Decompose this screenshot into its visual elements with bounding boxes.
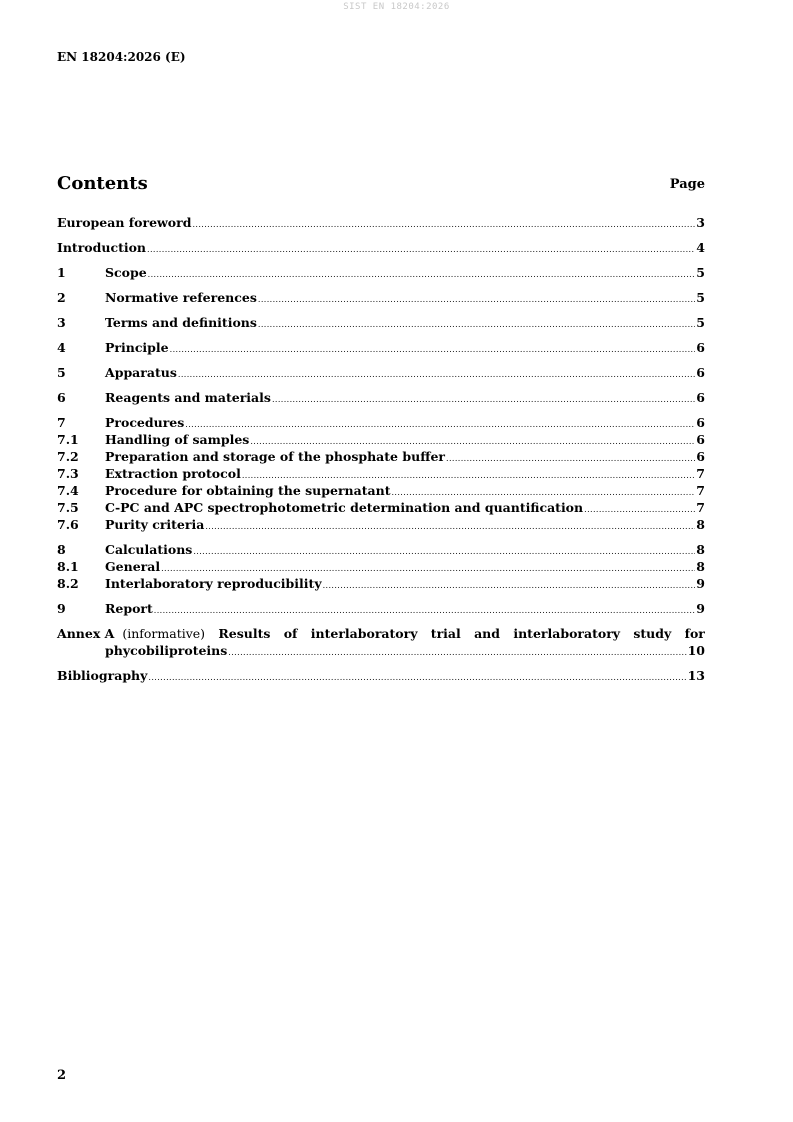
toc-entry-title: Purity criteria [105, 517, 205, 532]
toc-entry-spectrophotometric-determination[interactable] [57, 500, 705, 517]
annex-label: Annex A [57, 626, 115, 641]
toc-entry-title: Procedures [105, 415, 185, 430]
toc-leader [178, 370, 695, 379]
toc-entry-phosphate-buffer[interactable] [57, 449, 705, 466]
toc-entry-page: 6 [696, 449, 705, 464]
toc-entry-page: 6 [696, 432, 705, 447]
toc-entry-title: Interlaboratory reproducibility [105, 576, 322, 591]
toc-leader [192, 220, 695, 229]
annex-word: study [633, 626, 672, 641]
toc-entry-calculations[interactable] [57, 542, 705, 559]
toc-entry-number: 7.2 [57, 449, 79, 464]
toc-entry-scope[interactable] [57, 265, 705, 282]
toc-entry-apparatus[interactable] [57, 365, 705, 382]
toc-entry-title: Report [105, 601, 153, 616]
annex-title-cont: phycobiliproteins [105, 643, 228, 658]
toc-entry-number: 6 [57, 390, 66, 405]
toc-entry-page: 7 [696, 483, 705, 498]
toc-entry-page: 4 [696, 240, 705, 255]
toc-entry-annex-a[interactable] [57, 626, 705, 660]
toc-leader [193, 547, 695, 556]
toc-entry-page: 8 [696, 542, 705, 557]
toc-entry-number: 4 [57, 340, 66, 355]
toc-entry-page: 3 [696, 215, 705, 230]
toc-entry-page: 9 [696, 576, 705, 591]
annex-word: trial [430, 626, 461, 641]
toc-entry-title: Bibliography [57, 668, 148, 683]
toc-entry-number: 7.6 [57, 517, 79, 532]
toc-entry-handling-of-samples[interactable] [57, 432, 705, 449]
toc-entry-number: 8 [57, 542, 66, 557]
annex-word: of [283, 626, 298, 641]
page-column-heading: Page [669, 177, 705, 192]
toc-entry-supernatant[interactable] [57, 483, 705, 500]
toc-entry-title: Principle [105, 340, 169, 355]
toc-entry-number: 3 [57, 315, 66, 330]
toc-entry-number: 9 [57, 601, 66, 616]
annex-word: Results [218, 626, 271, 641]
toc-entry-title: Apparatus [105, 365, 177, 380]
toc-leader [154, 606, 696, 615]
toc-entry-page: 8 [696, 517, 705, 532]
toc-entry-page: 5 [696, 290, 705, 305]
toc-leader [258, 295, 695, 304]
toc-leader [228, 648, 686, 657]
toc-entry-title: Normative references [105, 290, 257, 305]
toc-entry-title: Handling of samples [105, 432, 250, 447]
toc-leader [242, 471, 695, 480]
toc-leader [147, 245, 695, 254]
document-id: EN 18204:2026 (E) [57, 50, 186, 64]
toc-leader [584, 505, 695, 514]
toc-entry-title: Calculations [105, 542, 193, 557]
toc-entry-introduction[interactable] [57, 240, 705, 257]
toc-entry-reagents-and-materials[interactable] [57, 390, 705, 407]
toc-entry-report[interactable] [57, 601, 705, 618]
annex-title-continuation [57, 643, 705, 660]
toc-entry-bibliography[interactable] [57, 668, 705, 685]
toc-leader [148, 673, 686, 682]
toc-entry-terms-and-definitions[interactable] [57, 315, 705, 332]
annex-word: interlaboratory [310, 626, 418, 641]
toc-leader [446, 454, 695, 463]
toc-entry-extraction-protocol[interactable] [57, 466, 705, 483]
toc-entry-title: Preparation and storage of the phosphate buffer [105, 449, 445, 464]
toc-entry-title: Extraction protocol [105, 466, 241, 481]
toc-entry-principle[interactable] [57, 340, 705, 357]
toc-entry-title: General [105, 559, 161, 574]
toc-entry-title: Procedure for obtaining the supernatant [105, 483, 391, 498]
toc-entry-purity-criteria[interactable] [57, 517, 705, 534]
toc-entry-title: Reagents and materials [105, 390, 271, 405]
toc-entry-title: C-PC and APC spectrophotometric determination and quantification [105, 500, 584, 515]
toc-leader [258, 320, 695, 329]
watermark: SIST EN 18204:2026 [343, 2, 450, 12]
toc-entry-interlaboratory-reproducibility[interactable] [57, 576, 705, 593]
toc-entry-page: 5 [696, 315, 705, 330]
toc-entry-page: 10 [687, 643, 705, 658]
table-of-contents [57, 215, 705, 685]
toc-entry-number: 2 [57, 290, 66, 305]
toc-leader [161, 564, 695, 573]
toc-leader [391, 488, 695, 497]
toc-entry-number: 8.1 [57, 559, 79, 574]
toc-entry-normative-references[interactable] [57, 290, 705, 307]
toc-entry-number: 5 [57, 365, 66, 380]
toc-entry-page: 7 [696, 500, 705, 515]
toc-leader [250, 437, 695, 446]
toc-entry-page: 8 [696, 559, 705, 574]
toc-entry-european-foreword[interactable] [57, 215, 705, 232]
toc-entry-number: 7.1 [57, 432, 79, 447]
toc-entry-page: 7 [696, 466, 705, 481]
toc-leader [148, 270, 696, 279]
annex-word: and [474, 626, 501, 641]
annex-title-line [57, 626, 705, 643]
annex-type: (informative) [122, 626, 206, 641]
toc-entry-procedures[interactable] [57, 415, 705, 432]
toc-entry-general[interactable] [57, 559, 705, 576]
toc-leader [170, 345, 696, 354]
toc-entry-number: 7 [57, 415, 66, 430]
toc-entry-title: European foreword [57, 215, 192, 230]
toc-entry-number: 7.5 [57, 500, 79, 515]
toc-entry-number: 7.4 [57, 483, 79, 498]
toc-leader [323, 581, 696, 590]
toc-entry-page: 9 [696, 601, 705, 616]
annex-word: interlaboratory [513, 626, 621, 641]
contents-heading: Contents [57, 173, 148, 194]
toc-entry-title: Scope [105, 265, 147, 280]
toc-entry-page: 6 [696, 365, 705, 380]
page-number: 2 [57, 1068, 67, 1083]
toc-entry-title: Terms and definitions [105, 315, 257, 330]
annex-label-group [57, 626, 205, 643]
toc-leader [272, 395, 695, 404]
toc-entry-page: 6 [696, 415, 705, 430]
toc-entry-title: Introduction [57, 240, 147, 255]
toc-entry-page: 6 [696, 390, 705, 405]
toc-entry-page: 13 [687, 668, 705, 683]
annex-word: for [684, 626, 705, 641]
toc-entry-number: 8.2 [57, 576, 79, 591]
toc-entry-number: 1 [57, 265, 66, 280]
toc-entry-page: 6 [696, 340, 705, 355]
toc-leader [205, 522, 695, 531]
toc-entry-page: 5 [696, 265, 705, 280]
toc-entry-number: 7.3 [57, 466, 79, 481]
toc-leader [185, 420, 695, 429]
